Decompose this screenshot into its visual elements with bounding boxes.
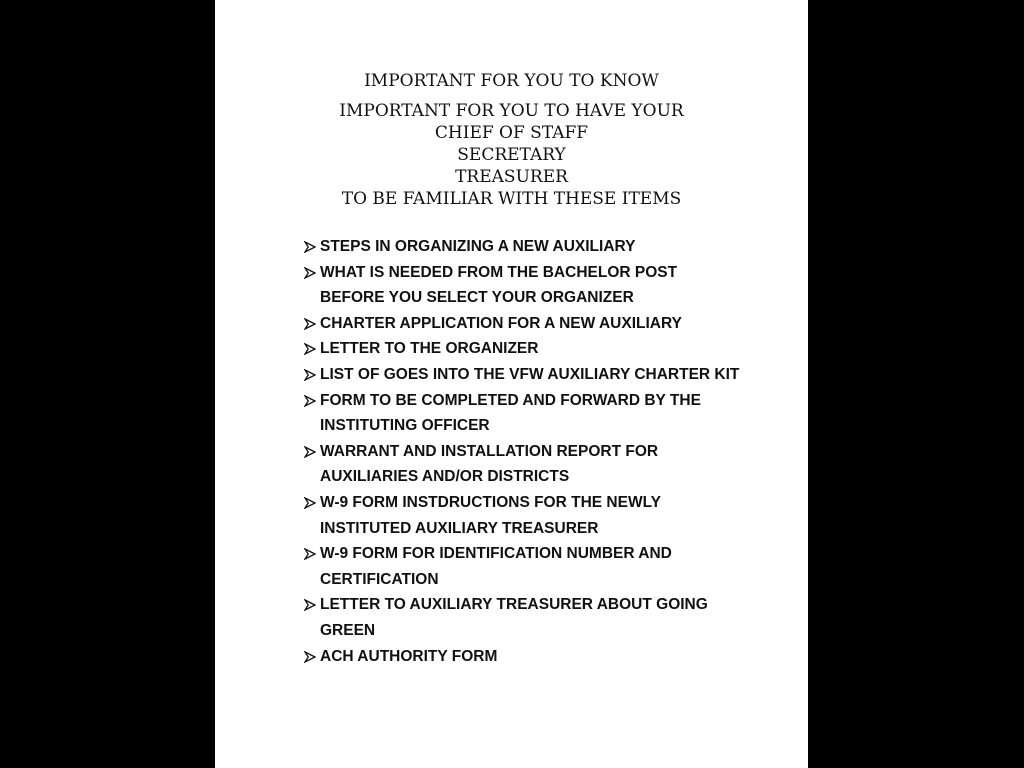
list-item	[303, 541, 743, 592]
list-item-text: LETTER TO AUXILIARY TREASURER ABOUT GOING GREEN	[320, 596, 708, 639]
subtitle-line: SECRETARY	[457, 145, 566, 165]
checklist	[303, 234, 743, 669]
list-item	[303, 388, 743, 439]
arrowhead-bullet-icon	[303, 439, 319, 465]
document-page	[215, 0, 808, 768]
arrowhead-bullet-icon	[303, 234, 319, 260]
list-item	[303, 260, 743, 311]
list-item	[303, 336, 743, 362]
list-item-text: W-9 FORM INSTDRUCTIONS FOR THE NEWLY INSTITUTED AUXILIARY TREASURER	[320, 493, 661, 537]
arrowhead-bullet-icon	[303, 592, 319, 618]
list-item	[303, 592, 743, 643]
subtitle-line: TREASURER	[455, 167, 568, 187]
list-item	[303, 311, 743, 337]
list-item-text: STEPS IN ORGANIZING A NEW AUXILIARY	[320, 238, 636, 255]
list-item-text: LIST OF GOES INTO THE VFW AUXILIARY CHARTER KIT	[320, 365, 740, 383]
arrowhead-bullet-icon	[303, 541, 319, 567]
arrowhead-bullet-icon	[303, 490, 319, 516]
list-item-text: WARRANT AND INSTALLATION REPORT FOR AUXILIARIES AND/OR DISTRICTS	[320, 442, 659, 486]
arrowhead-bullet-icon	[303, 260, 319, 286]
list-item	[303, 490, 743, 541]
subtitle-line: IMPORTANT FOR YOU TO HAVE YOUR	[339, 101, 684, 121]
arrowhead-bullet-icon	[303, 388, 319, 414]
arrowhead-bullet-icon	[303, 362, 319, 388]
list-item-text: W-9 FORM FOR IDENTIFICATION NUMBER AND CERTIFICATION	[320, 545, 672, 588]
list-item-text: WHAT IS NEEDED FROM THE BACHELOR POST BEFORE YOU SELECT YOUR ORGANIZER	[320, 263, 678, 307]
arrowhead-bullet-icon	[303, 336, 319, 362]
list-item-text: LETTER TO THE ORGANIZER	[320, 340, 539, 358]
list-item-text: ACH AUTHORITY FORM	[320, 647, 498, 665]
page-title: IMPORTANT FOR YOU TO KNOW	[364, 71, 659, 91]
list-item	[303, 439, 743, 490]
list-item-text: FORM TO BE COMPLETED AND FORWARD BY THE INSTITUTING OFFICER	[320, 391, 701, 435]
list-item-text: CHARTER APPLICATION FOR A NEW AUXILIARY	[320, 314, 682, 332]
subtitle-block	[215, 100, 808, 210]
subtitle-line: TO BE FAMILIAR WITH THESE ITEMS	[341, 189, 682, 209]
list-item	[303, 362, 743, 388]
list-item	[303, 234, 743, 260]
subtitle-line: CHIEF OF STAFF	[434, 123, 589, 143]
list-item	[303, 644, 743, 670]
arrowhead-bullet-icon	[303, 644, 319, 670]
arrowhead-bullet-icon	[303, 311, 319, 337]
